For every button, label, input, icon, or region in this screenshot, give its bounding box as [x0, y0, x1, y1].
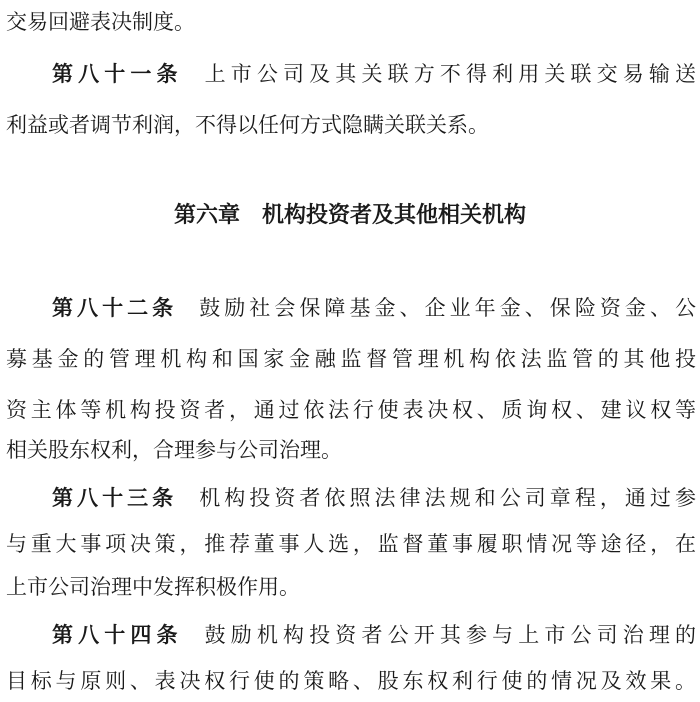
article-number: 第八十四条 — [52, 623, 183, 647]
text-line — [6, 567, 696, 607]
text-line — [6, 430, 696, 470]
article-text: 上市公司及其关联方不得利用关联交易输送 — [204, 62, 696, 86]
text-line-content: 相关股东权利，合理参与公司治理。 — [6, 438, 342, 462]
article-81 — [6, 54, 696, 94]
text-line — [6, 661, 696, 701]
chapter-heading — [0, 196, 700, 236]
text-line-content: 与重大事项决策，推荐董事人选，监督董事履职情况等途径，在 — [6, 532, 696, 556]
article-82 — [6, 288, 696, 328]
text-line — [6, 524, 696, 564]
article-84 — [6, 615, 696, 655]
article-number: 第八十三条 — [52, 486, 178, 510]
text-line — [6, 2, 696, 42]
text-line — [6, 390, 696, 430]
text-line-content: 募基金的管理机构和国家金融监督管理机构依法监管的其他投 — [6, 347, 696, 371]
text-line-content: 上市公司治理中发挥积极作用。 — [6, 575, 300, 599]
text-line — [6, 105, 696, 145]
chapter-title: 机构投资者及其他相关机构 — [262, 203, 527, 228]
article-83 — [6, 478, 696, 518]
text-line-content: 利益或者调节利润，不得以任何方式隐瞒关联关系。 — [6, 113, 489, 137]
text-line-content: 交易回避表决制度。 — [6, 10, 195, 34]
article-number: 第八十二条 — [52, 296, 178, 320]
text-line-content: 目标与原则、表决权行使的策略、股东权利行使的情况及效果。 — [6, 669, 696, 693]
chapter-number: 第六章 — [173, 203, 240, 228]
text-line — [6, 339, 696, 379]
article-number: 第八十一条 — [52, 62, 183, 86]
article-text: 鼓励机构投资者公开其参与上市公司治理的 — [204, 623, 696, 647]
article-text: 机构投资者依照法律法规和公司章程，通过参 — [199, 486, 696, 510]
text-line-content: 资主体等机构投资者，通过依法行使表决权、质询权、建议权等 — [6, 398, 696, 422]
article-text: 鼓励社会保障基金、企业年金、保险资金、公 — [199, 296, 696, 320]
